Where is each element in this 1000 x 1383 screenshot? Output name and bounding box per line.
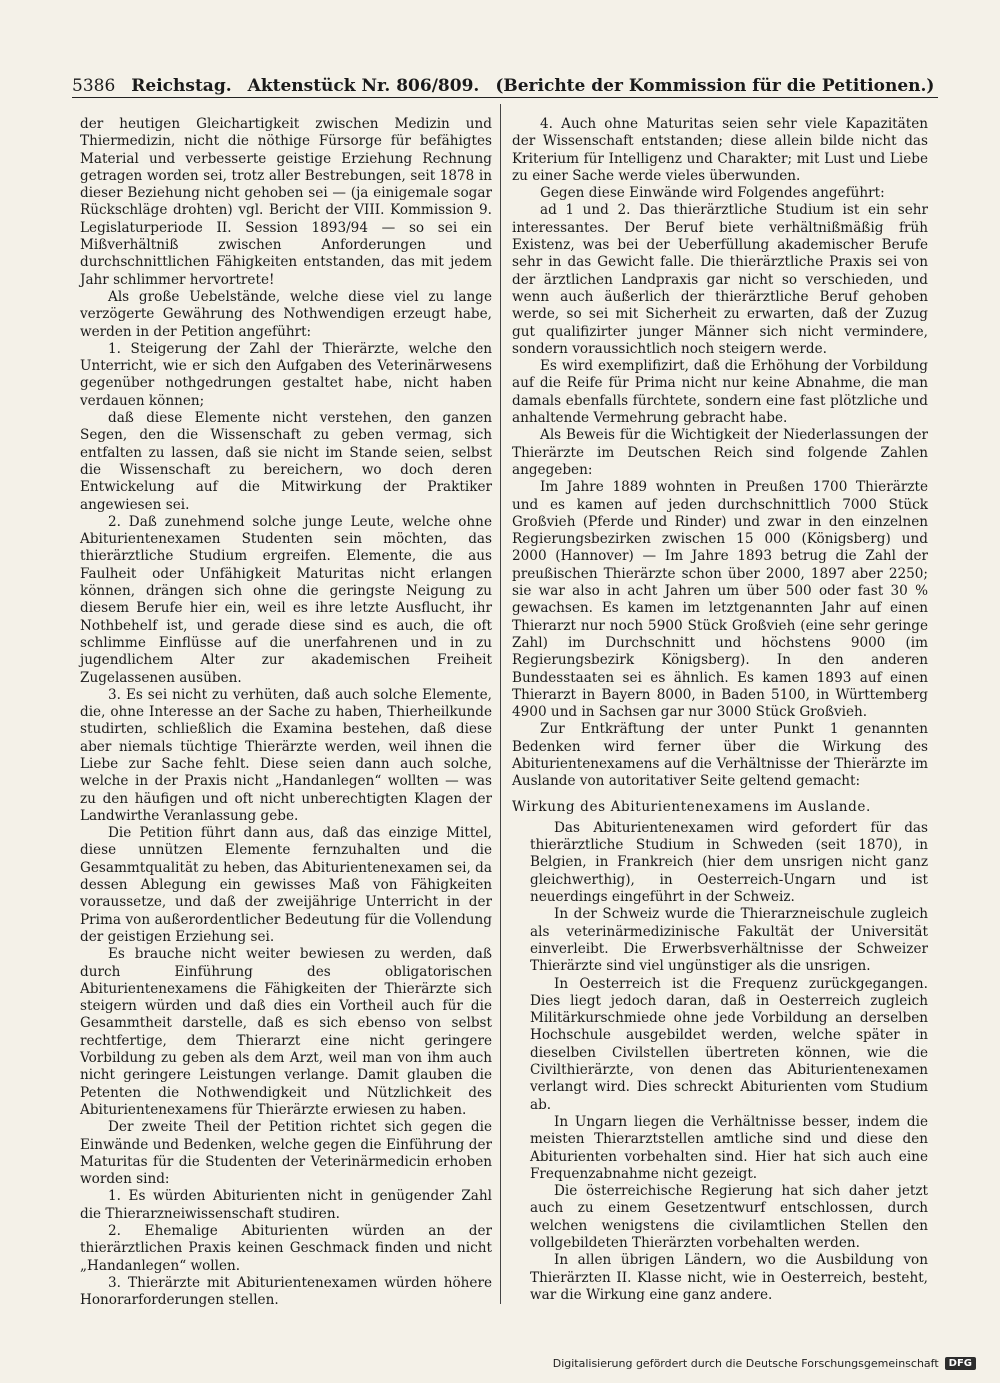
list-item: 2. Ehemalige Abiturienten würden an der thierärztlichen Praxis keinen Geschmack finden und nicht „Handanlegen“ wollen.	[80, 1223, 492, 1274]
document-number: Aktenstück Nr. 806/809.	[247, 76, 480, 96]
paragraph: Im Jahre 1889 wohnten in Preußen 1700 Thierärzte und es kamen auf jeden durchschnittlich 7000 Stück Großvieh (Pferde und Rinder) und zwar in den einzelnen Regierungsbezirken zwischen 15 000 (Königsberg) und 2000 (Hannover) — Im Jahre 1893 betrug die Zahl der preußischen Thierärzte schon über 2000, 1897 aber 2250; sie war also in acht Jahren um über 500 oder fast 30 % gewachsen. Es kamen im letztgenannten Jahr auf einen Thierarzt nur noch 5900 Stück Großvieh (eine sehr geringe Zahl) im Durchschnitt und höchstens 9000 (im Regierungsbezirk Königsberg). In den anderen Bundesstaaten sei es ähnlich. Es kamen 1893 auf einen Thierarzt in Bayern 8000, in Baden 5100, in Württemberg 4900 und in Sachsen gar nur 3000 Stück Großvieh.	[512, 479, 928, 721]
publication-title: Reichstag.	[131, 76, 232, 96]
paragraph: daß diese Elemente nicht verstehen, den ganzen Segen, den die Wissenschaft zu geben vermag, sich entfalten zu lassen, daß sie nicht im Stande seien, selbst die Wissenschaft zu bereichern, wo doch deren Entwickelung auf die Mitwirkung der Praktiker angewiesen sei.	[80, 410, 492, 513]
paragraph: Zur Entkräftung der unter Punkt 1 genannten Bedenken wird ferner über die Wirkung des Abiturientenexamens auf die Verhältnisse der Thierärzte im Auslande von autoritativer Seite geltend gemacht:	[512, 721, 928, 790]
quoted-paragraph: In allen übrigen Ländern, wo die Ausbildung von Thierärzten II. Klasse nicht, wie in Oesterreich, besteht, war die Wirkung eine ganz andere.	[530, 1252, 928, 1303]
left-column	[80, 116, 492, 1309]
paragraph: Es brauche nicht weiter bewiesen zu werden, daß durch Einführung des obligatorischen Abiturientenexamens die Fähigkeiten der Thierärzte sich steigern würden und daß dies ein Vortheil auch für die Gesammtheit darstelle, daß es sich ebenso von selbst rechtfertige, dem Thierarzt eine nicht geringere Vorbildung zu geben als dem Arzt, weil man von ihm auch nicht geringere Leistungen verlange. Damit glauben die Petenten die Nothwendigkeit und Nützlichkeit des Abiturientenexamens für Thierärzte erwiesen zu haben.	[80, 946, 492, 1118]
header-rule	[72, 97, 938, 98]
dfg-logo: DFG	[945, 1357, 976, 1370]
footer-text: Digitalisierung gefördert durch die Deutsche Forschungsgemeinschaft	[552, 1356, 939, 1370]
column-divider	[500, 104, 501, 1304]
list-item: 1. Steigerung der Zahl der Thierärzte, welche den Unterricht, wie er sich den Aufgaben des Veterinärwesens gegenüber nothgedrungen gestaltet habe, nicht haben verdauen können;	[80, 340, 492, 409]
list-item: 3. Thierärzte mit Abiturientenexamen würden höhere Honorarforderungen stellen.	[80, 1274, 492, 1309]
right-column	[512, 116, 928, 1304]
quoted-paragraph: Die österreichische Regierung hat sich daher jetzt auch zu einem Gesetzentwurf entschlossen, durch welchen wenigstens die civilamtlichen Stellen den vollgebildeten Thierärzten vorbehalten werden.	[530, 1183, 928, 1251]
quoted-paragraph: In Oesterreich ist die Frequenz zurückgegangen. Dies liegt jedoch daran, daß in Oesterreich zugleich Militärkurschmiede ohne jede Vorbildung an derselben Hochschule ausgebildet werden, welche später in dieselben Civilstellen übertreten können, wie die Civilthierärzte, von denen das Abiturientenexamen verlangt wird. Dies schreckt Abiturienten vom Studium ab.	[530, 975, 928, 1113]
digitization-footer	[553, 1354, 976, 1372]
paragraph: der heutigen Gleichartigkeit zwischen Medizin und Thiermedizin, nicht die nöthige Fürsorge für befähigtes Material und verbesserte geistige Erziehung Rechnung getragen worden sei, trotz aller Bestrebungen, seit 1878 in dieser Beziehung nicht gehoben sei — (ja einigemale sogar Rückschläge drohten) vgl. Bericht der VIII. Kommission 9. Legislaturperiode II. Session 1893/94 — so sei ein Mißverhältniß zwischen Anforderungen und durchschnittlichen Fähigkeiten entstanden, das mit jedem Jahr schlimmer hervortrete!	[80, 116, 492, 288]
paragraph: ad 1 und 2. Das thierärztliche Studium ist ein sehr interessantes. Der Beruf biete verhältnißmäßig früh Existenz, was bei der Ueberfüllung akademischer Berufe sehr in das Gewicht falle. Die thierärztliche Praxis sei von der ärztlichen Landpraxis gar nicht so verschieden, und wenn auch äußerlich der thierärztliche Beruf gehoben werde, so sei mit Sicherheit zu erwarten, daß der Zuzug gut qualifizirter junger Männer sich nicht vermindere, sondern voraussichtlich noch steigern werde.	[512, 202, 928, 357]
quoted-paragraph: Das Abiturientenexamen wird gefordert für das thierärztliche Studium in Schweden (seit 1870), in Belgien, in Frankreich (hier dem unsrigen nicht ganz gleichwerthig), in Oesterreich-Ungarn und ist neuerdings eingeführt in der Schweiz.	[530, 819, 928, 906]
subheading: Wirkung des Abiturientenexamens im Auslande.	[512, 798, 871, 815]
paragraph: Als Beweis für die Wichtigkeit der Niederlassungen der Thierärzte im Deutschen Reich sind folgende Zahlen angegeben:	[512, 427, 928, 478]
page-header	[72, 62, 938, 96]
paragraph: Der zweite Theil der Petition richtet sich gegen die Einwände und Bedenken, welche gegen die Einführung der Maturitas für die Studenten der Veterinärmedicin erhoben worden sind:	[80, 1119, 492, 1188]
page-number: 5386	[72, 76, 116, 96]
paragraph: Gegen diese Einwände wird Folgendes angeführt:	[540, 185, 885, 202]
quoted-paragraph: In der Schweiz wurde die Thierarzneischule zugleich als veterinärmedizinische Fakultät der Universität einverleibt. Die Erwerbsverhältnisse der Schweizer Thierärzte sind viel ungünstiger als die unsrigen.	[530, 906, 928, 975]
paragraph: Es wird exemplifizirt, daß die Erhöhung der Vorbildung auf die Reife für Prima nicht nur keine Abnahme, die man damals ebenfalls fürchtete, sondern eine fast plötzliche und anhaltende Vermehrung gebracht habe.	[512, 358, 928, 427]
list-item: 3. Es sei nicht zu verhüten, daß auch solche Elemente, die, ohne Interesse an der Sache zu haben, Thierheilkunde studirten, schließlich die Examina bestehen, daß diese aber niemals tüchtige Thierärzte werden, weil ihnen die Liebe zur Sache fehlt. Diese seien dann auch solche, welche in der Praxis nicht „Handanlegen“ wollten — was zu den häufigen und oft nicht unberechtigten Klagen der Landwirthe Veranlassung gebe.	[80, 686, 492, 824]
list-item: 4. Auch ohne Maturitas seien sehr viele Kapazitäten der Wissenschaft entstanden; diese allein bilde nicht das Kriterium für Intelligenz und Charakter; mit Lust und Liebe zu einer Sache werde vieles überwunden.	[512, 116, 928, 184]
paragraph: Als große Uebelstände, welche diese viel zu lange verzögerte Gewährung des Nothwendigen erzeugt habe, werden in der Petition angeführt:	[80, 288, 492, 340]
paragraph: Die Petition führt dann aus, daß das einzige Mittel, diese unnützen Elemente fernzuhalten und die Gesammtqualität zu heben, das Abiturientenexamen sei, da dessen Ablegung ein gewisses Maß von Fähigkeiten voraussetze, und daß der zweijährige Unterricht in der Prima von außerordentlicher Bedeutung für die Vollendung der geistigen Erziehung sei.	[80, 825, 492, 945]
list-item: 2. Daß zunehmend solche junge Leute, welche ohne Abiturientenexamen Studenten sein möchten, das thierärztliche Studium ergreifen. Elemente, die aus Faulheit oder Unfähigkeit Maturitas nicht erlangen können, drängen sich ohne die geringste Neigung zu diesem Berufe hier ein, weil es ihre letzte Ausflucht, ihr Nothbehelf ist, und gerade diese sind es auch, die oft schlimme Einflüsse auf die unerfahrenen und in zu jugendlichem Alter zur akademischen Freiheit Zugelassenen ausüben.	[80, 513, 492, 686]
section-title: (Berichte der Kommission für die Petitionen.)	[495, 76, 935, 96]
list-item: 1. Es würden Abiturienten nicht in genügender Zahl die Thierarzneiwissenschaft studiren.	[80, 1188, 492, 1222]
quoted-paragraph: In Ungarn liegen die Verhältnisse besser, indem die meisten Thierarztstellen amtliche sind und diese den Abiturienten vorbehalten sind. Hier hat sich auch eine Frequenzabnahme nicht gezeigt.	[530, 1113, 928, 1182]
